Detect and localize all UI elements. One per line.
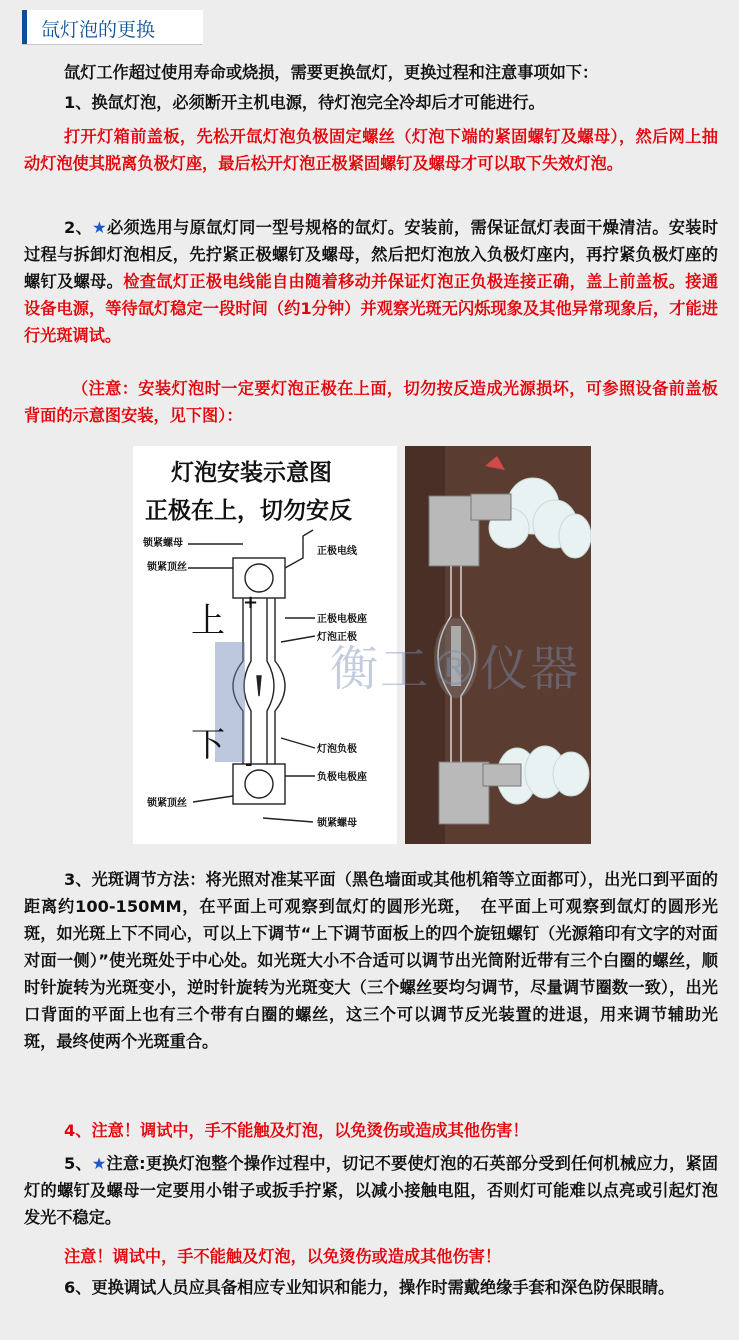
section-title: 氙灯泡的更换: [41, 19, 156, 41]
repeat-warning: 注意！调试中，手不能触及灯泡，以免烫伤或造成其他伤害！: [64, 1247, 502, 1266]
label-lock-nut-bottom: 锁紧螺母: [317, 818, 357, 829]
label-lock-nut-top: 锁紧螺母: [143, 538, 183, 549]
label-neg-seat: 负极电极座: [317, 772, 367, 783]
diagram-title-1: 灯泡安装示意图: [171, 460, 332, 486]
step-1-warning: 打开灯箱前盖板，先松开氙灯泡负极固定螺丝（灯泡下端的紧固螺钉及螺母），然后网上抽动灯泡使其脱离负极灯座，最后松开灯泡正极紧固螺钉及螺母才可以取下失效灯泡。: [24, 127, 718, 173]
watermark: 衡工®仪器: [330, 641, 581, 697]
label-lamp-neg: 灯泡负极: [317, 744, 357, 755]
label-pos-seat: 正极电极座: [317, 614, 367, 625]
step-2-prefix: 2、: [64, 218, 93, 237]
step-3-paragraph: 3、光斑调节方法：将光照对准某平面（黑色墙面或其他机箱等立面都可），出光口到平面的距离约100-150MM，在平面上可观察到氙灯的圆形光斑， 在平面上可观察到氙灯的圆形光斑，如光斑上下不同心，可以上下调节“上下调节面板上的四个旋钮螺钉（光源箱印有文字的对面对面一侧）”使光斑处于中心处。如光斑大小不合适可以调节出光筒附近带有三个白圈的螺丝，顺时针旋转为光斑变小，逆时针旋转为光斑变大（三个螺丝要均匀调节，尽量调节圈数一致），出光口背面的平面上也有三个带有白圈的螺丝，这三个可以调节反光装置的进退，用来调节辅助光斑，最终使两个光斑重合。: [24, 870, 718, 1051]
label-lamp-pos: 灯泡正极: [317, 632, 357, 643]
step-2-warning: 检查氙灯正极电线能自由随着移动并保证灯泡正负极连接正确，盖上前盖板。接通设备电源，等待氙灯稳定一段时间（约1分钟）并观察光斑无闪烁现象及其他异常现象后，才能进行光斑调试。: [24, 272, 719, 345]
lamp-photo: [405, 446, 591, 844]
step-1-paragraph: 1、换氙灯泡，必须断开主机电源，待灯泡完全冷却后才可能进行。: [64, 93, 545, 112]
diagram-svg: [133, 446, 397, 844]
lamp-drawing: [188, 530, 315, 822]
section-title-box: [22, 10, 203, 44]
step-4-warning: 4、注意！调试中，手不能触及灯泡，以免烫伤或造成其他伤害！: [64, 1121, 529, 1140]
title-divider: [22, 44, 202, 45]
step-2-text: 必须选用与原氙灯同一型号规格的氙灯。安装前，需保证氙灯表面干燥清洁。安装时过程与拆卸灯泡相反，先拧紧正极螺钉及螺母，然后把灯泡放入负极灯座内，再拧紧负极灯座的螺钉及螺母。: [24, 218, 719, 291]
star-icon: ★: [92, 218, 107, 237]
step-5-prefix: 5、: [64, 1154, 92, 1173]
install-note: （注意：安装灯泡时一定要灯泡正极在上面，切勿按反造成光源损坏，可参照设备前盖板背面的示意图安装，见下图）：: [24, 379, 718, 425]
down-label: 下: [191, 725, 225, 765]
plus-sign: +: [243, 592, 259, 613]
label-pos-wire: 正极电线: [317, 546, 357, 557]
step-6-paragraph: 6、更换调试人员应具备相应专业知识和能力，操作时需戴绝缘手套和深色防保眼睛。: [64, 1278, 675, 1297]
step-5-paragraph: [24, 1150, 718, 1231]
lamp-install-diagram: [133, 446, 397, 844]
up-label: 上: [191, 601, 225, 641]
step-5-text: 注意:更换灯泡整个操作过程中，切记不要使灯泡的石英部分受到任何机械应力，紧固灯的螺钉及螺母一定要用小钳子或扳手拧紧，以减小接触电阻，否则灯可能难以点亮或引起灯泡发光不稳定。: [24, 1154, 718, 1227]
star-icon: ★: [91, 1154, 107, 1173]
diagram-title-2: 正极在上，切勿安反: [145, 498, 352, 524]
label-lock-screw-bottom: 锁紧顶丝: [147, 798, 187, 809]
minus-sign: -: [245, 754, 253, 775]
step-2-paragraph: [24, 214, 718, 349]
label-lock-screw-top: 锁紧顶丝: [147, 562, 187, 573]
intro-paragraph: 氙灯工作超过使用寿命或烧损，需要更换氙灯，更换过程和注意事项如下：: [64, 63, 599, 82]
photo-svg: [405, 446, 591, 844]
